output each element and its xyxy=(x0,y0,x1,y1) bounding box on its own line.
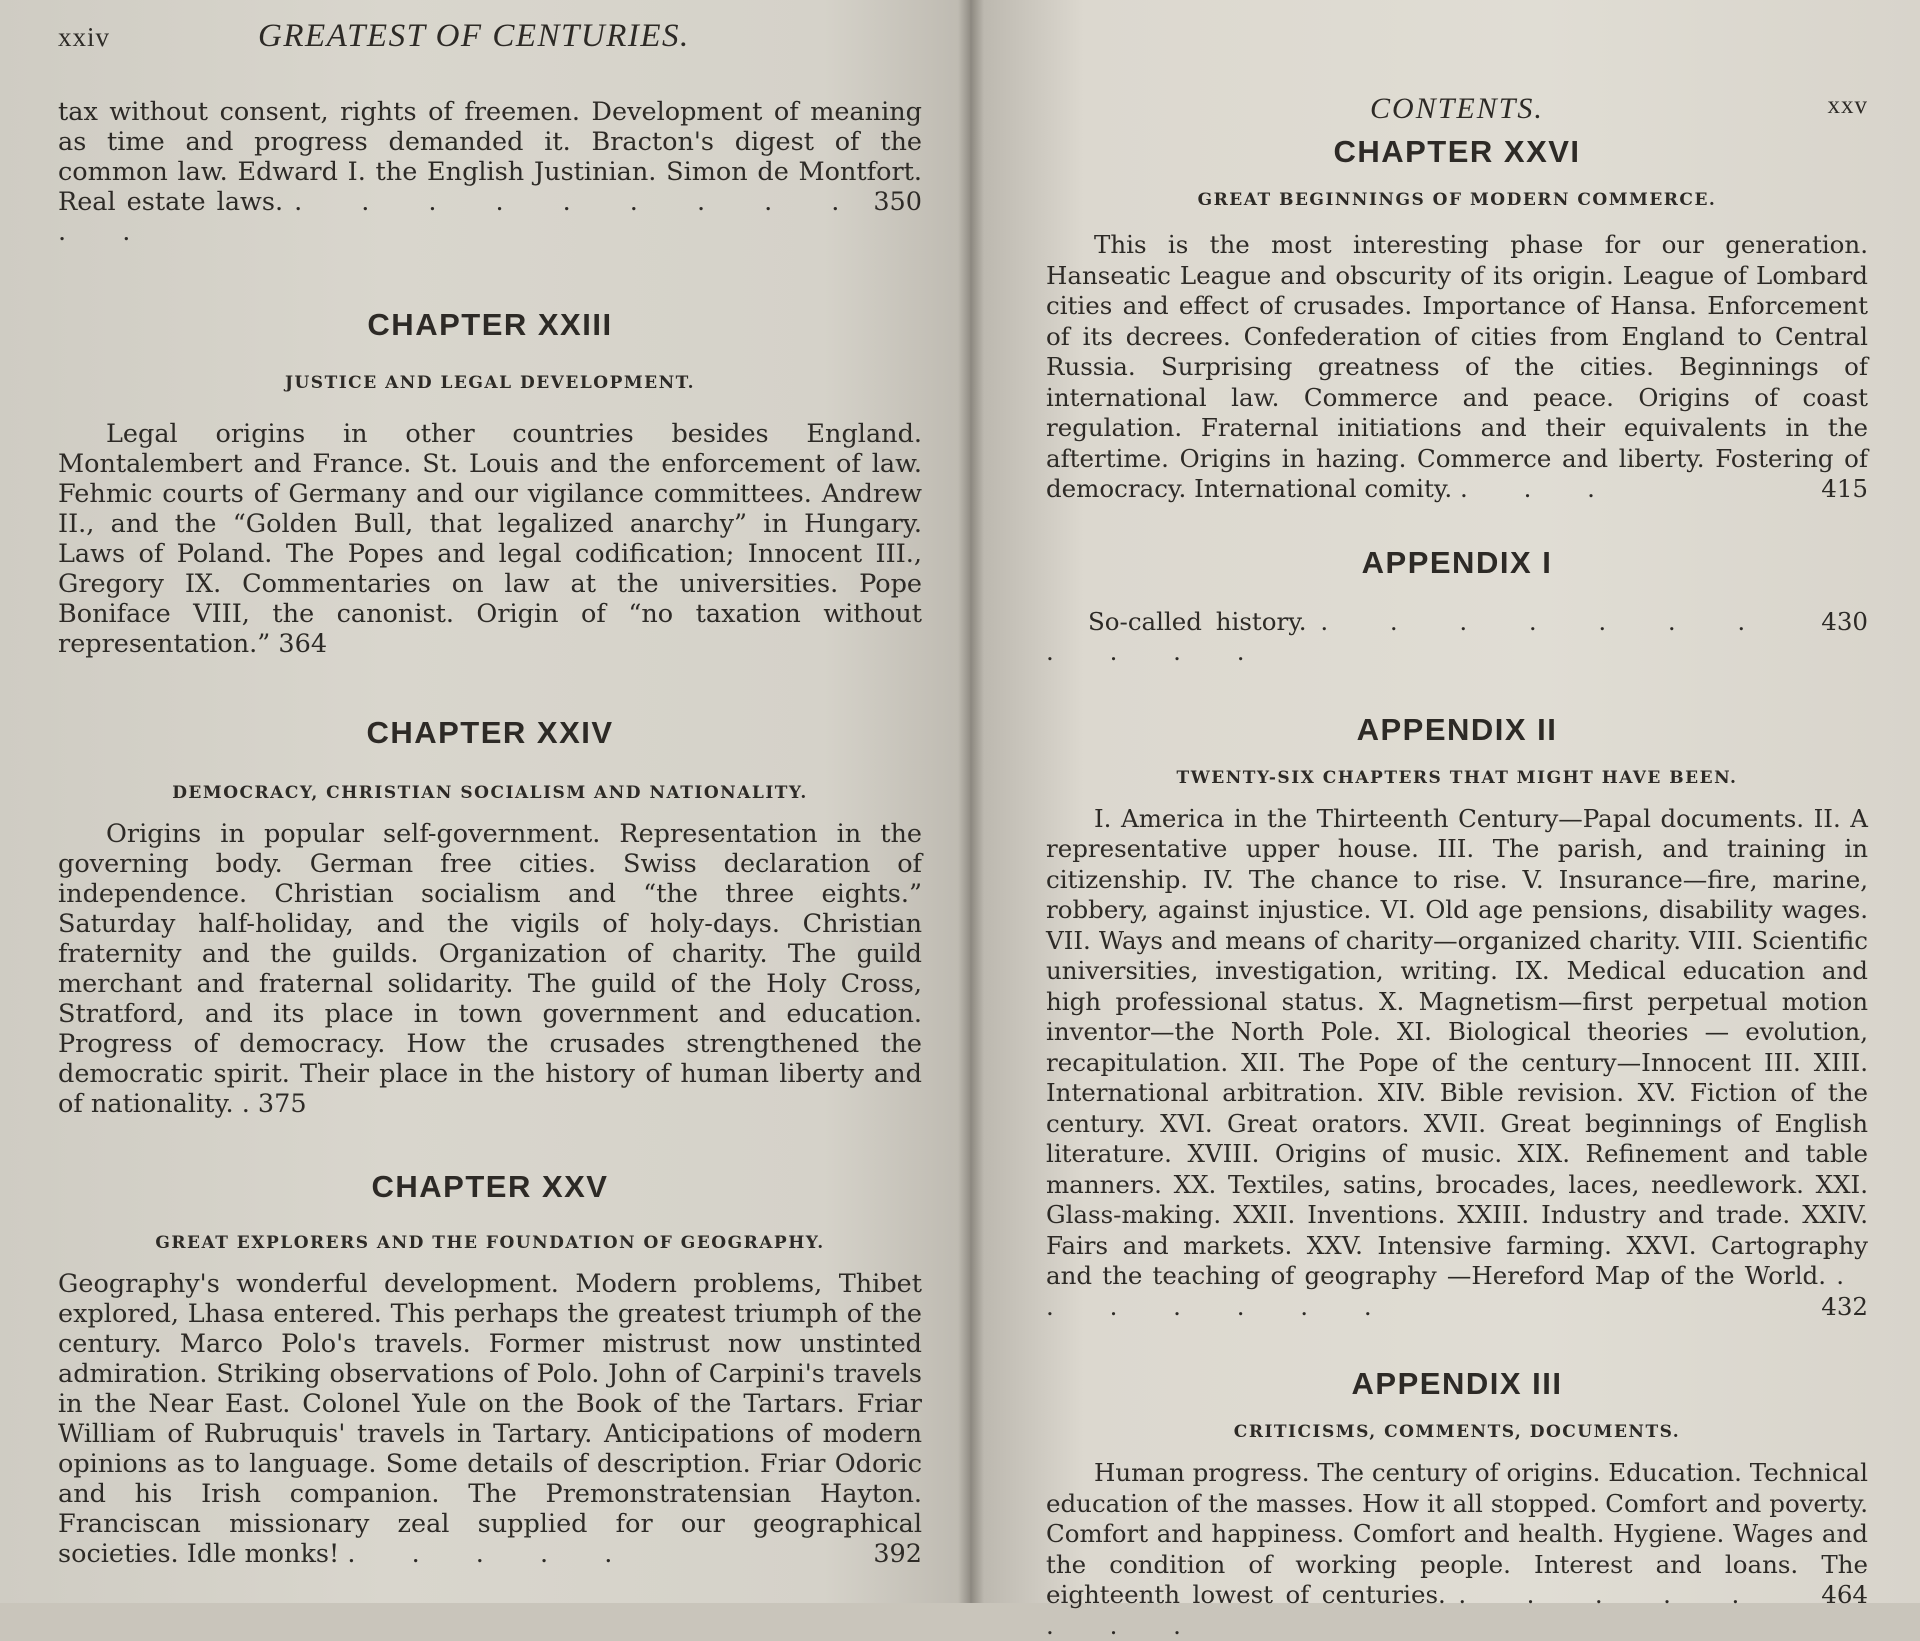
chapter-title: DEMOCRACY, CHRISTIAN SOCIALISM AND NATIONALITY. xyxy=(172,783,808,803)
chapter-heading: CHAPTER XXVI xyxy=(1333,134,1581,169)
leader-dots: . . . . . . . . . . . xyxy=(58,187,864,247)
appendix-heading: APPENDIX I xyxy=(1361,544,1553,580)
appendix-entry xyxy=(1046,1366,1868,1641)
continuation-entry xyxy=(58,97,922,247)
page-number: xxv xyxy=(1827,92,1868,119)
chapter-summary: Geography's wonderful development. Modern problems, Thibet explored, Lhasa entered. This perhaps the greatest triumph of the century. Marco Polo's travels. Former mistrust now unstinted admiration. Striking observations of Polo. John of Carpini's travels in the Near East. Colonel Yule on the Book of the Tartars. Friar William of Rubruquis' travels in Tartary. Anticipations of modern opinions as to language. Some details of description. Friar Odoric and his Irish companion. The Premonstratensian Hayton. Franciscan missionary zeal supplied for our geographical societies. Idle monks! 392 . . . . . xyxy=(58,1269,922,1569)
leader-dots: . . . . . xyxy=(347,1539,637,1569)
page-number: xxiv xyxy=(58,22,111,52)
book-gutter xyxy=(958,0,984,1603)
chapter-summary: This is the most interesting phase for our generation. Hanseatic League and obscurity of its origin. League of Lombard cities and effect of crusades. Importance of Hansa. Enforcement of its decrees. Confederation of cities from England to Central Russia. Surprising greatness of the cities. Beginnings of international law. Commerce and peace. Origins of coast regulation. Fraternal initiations and their equivalents in the aftertime. Origins in hazing. Commerce and liberty. Fostering of democracy. International comity. 415 . . . xyxy=(1046,230,1868,503)
chapter-title: JUSTICE AND LEGAL DEVELOPMENT. xyxy=(284,373,696,393)
chapter-entry xyxy=(1046,134,1868,505)
entry-page-number: 430 xyxy=(1821,606,1868,636)
entry-page-number: 350 xyxy=(873,187,922,217)
entry-page-number: 364 xyxy=(278,629,328,659)
chapter-heading: CHAPTER XXIII xyxy=(367,307,613,342)
chapter-entry xyxy=(58,715,922,1119)
leader-dots: . . . . . . . . . . . xyxy=(1046,606,1770,666)
appendix-entry xyxy=(1046,545,1868,668)
chapter-entry xyxy=(58,1169,922,1569)
appendix-entry xyxy=(1046,712,1868,1323)
chapter-entry xyxy=(58,307,922,659)
appendix-heading: APPENDIX II xyxy=(1356,711,1558,747)
appendix-heading: APPENDIX III xyxy=(1351,1366,1563,1401)
chapter-summary: Legal origins in other countries besides England. Montalembert and France. St. Louis and the enforcement of law. Fehmic courts of Germany and our vigilance committees. Andrew II., and the “Golden Bull, that legalized anarchy” in Hungary. Laws of Poland. The Popes and legal codification; Innocent III., Gregory IX. Commentaries on law at the universities. Pope Boniface VIII, the canonist. Origin of “no taxation without representation.” 364 xyxy=(58,419,922,659)
entry-page-number: 392 xyxy=(873,1539,922,1569)
entry-page-number: 375 xyxy=(257,1089,307,1119)
appendix-summary: I. America in the Thirteenth Century—Papal documents. II. A representative upper house. III. The parish, and training in citizenship. IV. The chance to rise. V. Insurance—fire, marine, robbery, against injustice. VI. Old age pensions, disability wages. VII. Ways and means of charity—organized charity. VIII. Scientific universities, investigation, writing. IX. Medical education and high professional status. X. Magnetism—first perpetual motion inventor—the North Pole. XI. Biological theories — evolution, recapitulation. XII. The Pope of the century—Innocent III. XIII. International arbitration. XIV. Bible revision. XV. Fiction of the century. XVI. Great orators. XVII. Great beginnings of English literature. XVIII. Origins of music. XIX. Refinement and table manners. XX. Textiles, satins, brocades, laces, needlework. XXI. Glass-making. XXII. Inventions. XXIII. Industry and trade. XXIV. Fairs and markets. XXV. Intensive farming. XXVI. Cartography and the teaching of geography —Hereford Map of the World. 432 . . . . . . . xyxy=(1046,803,1868,1321)
appendix-title: CRITICISMS, COMMENTS, DOCUMENTS. xyxy=(1233,1422,1681,1442)
appendix-summary: So-called history. 430 . . . . . . . . . . . xyxy=(1046,606,1868,666)
right-page xyxy=(970,0,1920,1640)
chapter-heading: CHAPTER XXV xyxy=(371,1169,609,1204)
chapter-summary: Origins in popular self-government. Representation in the governing body. German free cities. Swiss declaration of independence. Christian socialism and “the three eights.” Saturday half-holiday, and the vigils of holy-days. Christian fraternity and the guilds. Organization of charity. The guild merchant and fraternal solidarity. The guild of the Holy Cross, Stratford, and its place in town government and education. Progress of democracy. How the crusades strengthened the democratic spirit. Their place in the history of human liberty and of nationality. . 375 xyxy=(58,819,922,1119)
right-running-head xyxy=(1046,92,1868,126)
chapter-title: GREAT BEGINNINGS OF MODERN COMMERCE. xyxy=(1197,190,1717,210)
leader-dots: . . . xyxy=(1460,474,1619,503)
entry-page-number: 432 xyxy=(1821,1291,1868,1321)
running-title: CONTENTS. xyxy=(1370,92,1544,125)
leader-dots: . xyxy=(241,1089,250,1119)
appendix-summary: Human progress. The century of origins. Education. Technical education of the masses. How it all stopped. Comfort and poverty. Comfort and happiness. Comfort and health. Hygiene. Wages and the condition of working people. Interest and loans. The eighteenth lowest of centuries. 464 . . . . . . . . xyxy=(1046,1458,1868,1640)
entry-summary: tax without consent, rights of freemen. Development of meaning as time and progress demanded it. Bracton's digest of the common law. Edward I. the English Justinian. Simon de Montfort. Real estate laws. 350 . . . . . . . . . . . xyxy=(58,97,922,247)
running-title: GREATEST OF CENTURIES. xyxy=(258,18,690,54)
chapter-title: GREAT EXPLORERS AND THE FOUNDATION OF GEOGRAPHY. xyxy=(155,1233,825,1253)
leader-dots: . . . . . . . xyxy=(1046,1261,1868,1321)
leader-dots: . . . . . . . . xyxy=(1046,1580,1764,1640)
entry-page-number: 464 xyxy=(1821,1580,1868,1609)
left-running-head xyxy=(58,18,922,55)
entry-page-number: 415 xyxy=(1821,474,1868,503)
left-page xyxy=(0,0,970,1603)
chapter-heading: CHAPTER XXIV xyxy=(366,715,614,750)
appendix-title: TWENTY-SIX CHAPTERS THAT MIGHT HAVE BEEN. xyxy=(1176,767,1738,788)
